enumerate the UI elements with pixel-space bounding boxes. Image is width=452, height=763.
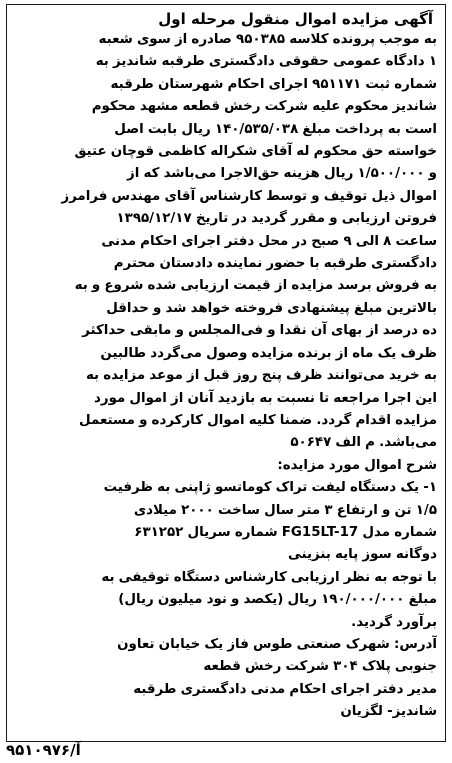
signature-line: شاندیز- لگزیان — [340, 704, 437, 720]
notice-line: اموال ذیل توقیف و توسط کارشناس آقای مهندس فرامرز — [61, 188, 437, 204]
notice-line: شماره ثبت ۹۵۱۱۷۱ اجرای احکام شهرستان طرقبه — [110, 76, 437, 92]
notice-line: با توجه به نظر ارزیابی کارشناس دستگاه توقیفی به — [101, 569, 437, 585]
notice-title: آگهی مزایده اموال منقول مرحله اول — [158, 10, 433, 28]
notice-line: مزایده اقدام گردد. ضمنا کلیه اموال کارکرده و مستعمل — [79, 412, 437, 428]
notice-line: مبلغ ۱۹۰/۰۰۰/۰۰۰ ریال (یکصد و نود میلیون ریال) — [118, 592, 437, 608]
notice-line: ساعت ۸ الی ۹ صبح در محل دفتر اجرای احکام مدنی — [101, 233, 437, 249]
notice-line: ظرف یک ماه از برنده مزایده وصول می‌گردد طالبین — [100, 345, 437, 361]
notice-line: به خرید می‌توانند ظرف پنج روز قبل از موعد مزایده به — [85, 368, 437, 384]
notice-line: و ۱/۵۰۰/۰۰۰ ریال هزینه حق‌الاجرا می‌باشد که از — [127, 166, 437, 182]
notice-line: دوگانه سوز پایه بنزینی — [288, 547, 437, 563]
reference-code: آ/۹۵۱۰۹۷۶ — [6, 741, 81, 759]
notice-line: ده درصد از بهای آن نقدا و فی‌المجلس و مابقی حداکثر — [82, 323, 437, 339]
notice-line: است به پرداخت مبلغ ۱۴۰/۵۳۵/۰۳۸ ریال بابت اصل — [114, 121, 437, 137]
notice-line: بالاترین مبلغ پیشنهادی فروخته خواهد شد و حداقل — [106, 300, 437, 316]
address-line: جنوبی پلاک ۳۰۴ شرکت رخش قطعه — [203, 659, 437, 675]
notice-line: به موجب پرونده کلاسه ۹۵۰۳۸۵ صادره از سوی شعبه — [98, 32, 437, 47]
notice-line: فروتن ارزیابی و مقرر گردید در تاریخ ۱۳۹۵/۱۲/۱۷ — [116, 211, 437, 227]
notice-line: خواسته حق محکوم له آقای شکراله کاظمی قوچان عتیق — [74, 144, 437, 160]
signature-line: مدیر دفتر اجرای احکام مدنی دادگستری طرقبه — [133, 681, 437, 697]
notice-frame — [6, 4, 446, 742]
notice-body — [15, 29, 437, 724]
notice-line: ۱ دادگاه عمومی حقوقی دادگستری طرقبه شاندیز به — [95, 54, 437, 70]
notice-line: می‌باشد. م الف ۵۰۶۴۷ — [290, 435, 437, 451]
address-line: آدرس: شهرک صنعتی طوس فاز یک خیابان تعاون — [117, 636, 437, 652]
items-heading: شرح اموال مورد مزایده: — [277, 457, 437, 473]
notice-line: شماره مدل FG15LT-17 شماره سریال ۶۳۱۲۵۲ — [134, 524, 437, 540]
notice-line: دادگستری طرقبه با حضور نماینده دادستان محترم — [113, 256, 437, 272]
notice-line: ۱- یک دستگاه لیفت تراک کوماتسو ژاپنی به ظرفیت — [103, 480, 437, 496]
notice-line: ۱/۵ تن و ارتفاع ۳ متر سال ساخت ۲۰۰۰ میلادی — [133, 502, 437, 518]
notice-line: شاندیز محکوم علیه شرکت رخش قطعه مشهد محکوم — [91, 99, 437, 115]
notice-line: این اجرا مراجعه تا نسبت به بازدید آنان از اموال مورد — [93, 390, 437, 406]
notice-line: برآورد گردید. — [351, 614, 437, 630]
notice-line: به فروش برسد مزایده از قیمت ارزیابی شده شروع و به — [74, 278, 437, 294]
